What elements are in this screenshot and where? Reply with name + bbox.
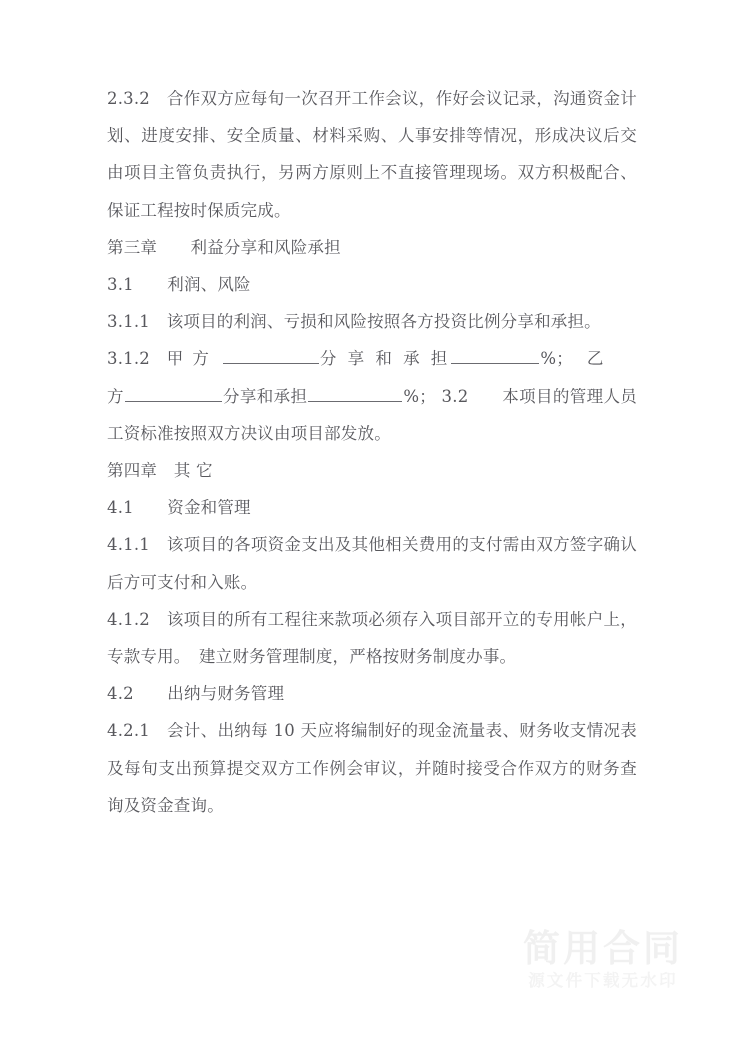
paragraph-number-3-1-1: 3.1.1 [107,312,150,332]
indent-gap [150,721,167,740]
heading-text-4-1: 资金和管理 [167,498,251,518]
document-text-body [107,80,637,824]
paragraph-3-1-1 [107,303,637,340]
label-party-b-char: 乙 [586,349,604,369]
paragraph-number-4-1-1: 4.1.1 [107,535,150,555]
indent-gap [157,461,174,480]
clause-number-3-2: 3.2 [441,386,469,406]
heading-number-chapter-3: 第三章 [107,237,158,257]
indent-gap [157,238,190,257]
paragraph-number-3-1-2: 3.1.2 [107,349,150,369]
heading-text-chapter-4: 其 它 [173,461,213,481]
label-party-a: 甲 方 [166,349,211,369]
watermark [500,928,706,994]
indent-gap [134,275,167,294]
paragraph-4-2-1 [107,712,637,824]
paragraph-text-2-3-2: 合作双方应每旬一次召开工作会议，作好会议记录，沟通资金计划、进度安排、安全质量、材料采购、人事安排等情况，形成决议后交由项目主管负责执行，另两方原则上不直接管理现场。双方积极配合、保证工程按时保质完成。 [107,89,637,220]
heading-4-2 [107,675,637,712]
indent-gap [150,349,167,368]
spacer [565,349,587,368]
blank-party-a-percent[interactable] [451,348,539,364]
heading-number-chapter-4: 第四章 [107,461,158,481]
heading-text-3-1: 利润、风险 [167,275,251,295]
indent-gap [150,610,167,629]
indent-gap [150,312,167,331]
heading-number-4-2: 4.2 [107,684,134,704]
heading-number-4-1: 4.1 [107,498,134,518]
percent-sign-2: %； [403,386,436,406]
watermark-subtitle-text: 源文件下载无水印 [528,971,678,991]
paragraph-number-4-2-1: 4.2.1 [107,721,150,741]
heading-chapter-3 [107,229,637,266]
indent-gap [134,684,167,703]
percent-sign-1: %； [540,349,565,369]
blank-party-a-share[interactable] [223,348,319,364]
label-share-and-bear-1: 分 享 和 承 担 [319,349,451,369]
spacer [211,349,222,368]
paragraph-text-3-1-1: 该项目的利润、亏损和风险按照各方投资比例分享和承担。 [166,312,601,332]
clause-text-3-2: 本项目的管理人员工资标准按照双方决议由项目部发放。 [107,386,638,443]
paragraph-number-4-1-2: 4.1.2 [107,609,150,629]
heading-text-4-2: 出纳与财务管理 [167,684,285,704]
paragraph-2-3-2 [107,80,637,229]
paragraph-text-4-2-1: 会计、出纳每 10 天应将编制好的现金流量表、财务收支情况表及每旬支出预算提交双方工作例会审议，并随时接受合作双方的财务查询及资金查询。 [107,721,637,815]
paragraph-4-1-1 [107,526,637,600]
paragraph-number-2-3-2: 2.3.2 [107,89,150,108]
watermark-brand-text: 简用合同 [523,926,683,970]
paragraph-text-4-1-2: 该项目的所有工程往来款项必须存入项目部开立的专用帐户上，专款专用。 建立财务管理制度，严格按财务制度办事。 [107,609,637,667]
indent-gap [150,535,167,554]
label-share-and-bear-2: 分享和承担 [222,386,308,406]
blank-party-b-percent[interactable] [308,386,402,402]
paragraph-text-4-1-1: 该项目的各项资金支出及其他相关费用的支付需由双方签字确认后方可支付和入账。 [107,535,637,592]
label-party-b: 方 [107,386,124,406]
heading-3-1 [107,266,637,303]
heading-4-1 [107,489,637,526]
indent-gap [134,498,167,517]
spacer [468,387,502,406]
indent-gap [150,89,167,108]
paragraph-4-1-2 [107,601,637,675]
heading-text-chapter-3: 利益分享和风险承担 [190,237,341,257]
heading-number-3-1: 3.1 [107,275,134,295]
blank-party-b-share[interactable] [125,386,222,402]
heading-chapter-4 [107,452,637,489]
paragraph-3-1-2 [107,340,637,452]
